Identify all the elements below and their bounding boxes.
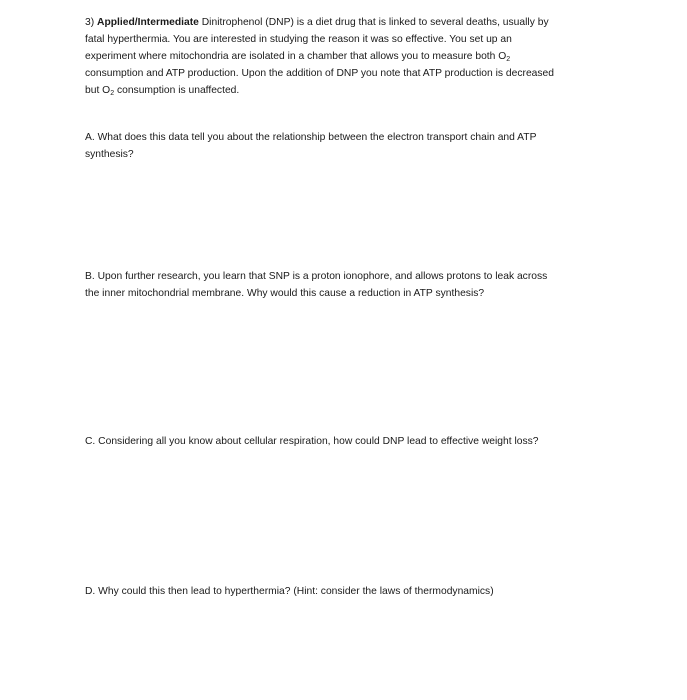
intro-line-4: consumption and ATP production. Upon the addition of DNP you note that ATP production is decreased [85,68,555,79]
question-d-line-1: D. Why could this then lead to hyperthermia? (Hint: consider the laws of thermodynamics) [85,586,494,597]
intro-line-2: fatal hyperthermia. You are interested in studying the reason it was so effective. You set up an [85,34,512,45]
o2-subscript: 2 [110,90,115,97]
question-d [85,583,610,600]
intro-line-3: experiment where mitochondria are isolated in a chamber that allows you to measure both $O_2$ [85,51,511,63]
intro-line-1: 3) Applied/Intermediate Dinitrophenol (DNP) is a diet drug that is linked to several deaths, usually by [85,17,549,28]
question-a [85,129,610,163]
question-a-line-1: A. What does this data tell you about the relationship between the electron transport chain and ATP [85,132,537,143]
question-b-line-2: the inner mitochondrial membrane. Why would this cause a reduction in ATP synthesis? [85,288,485,299]
problem-number: 3) [85,17,95,28]
problem-intro [85,14,610,99]
question-b-line-1: B. Upon further research, you learn that SNP is a proton ionophore, and allows protons to leak across [85,271,548,282]
question-b [85,268,610,302]
question-c [85,433,610,450]
o2-subscript: 2 [506,56,511,63]
problem-category: Applied/Intermediate [97,17,199,28]
question-a-line-2: synthesis? [85,149,134,160]
question-c-line-1: C. Considering all you know about cellular respiration, how could DNP lead to effective weight loss? [85,436,539,447]
intro-line-5: but $O_2$ consumption is unaffected. [85,85,240,97]
